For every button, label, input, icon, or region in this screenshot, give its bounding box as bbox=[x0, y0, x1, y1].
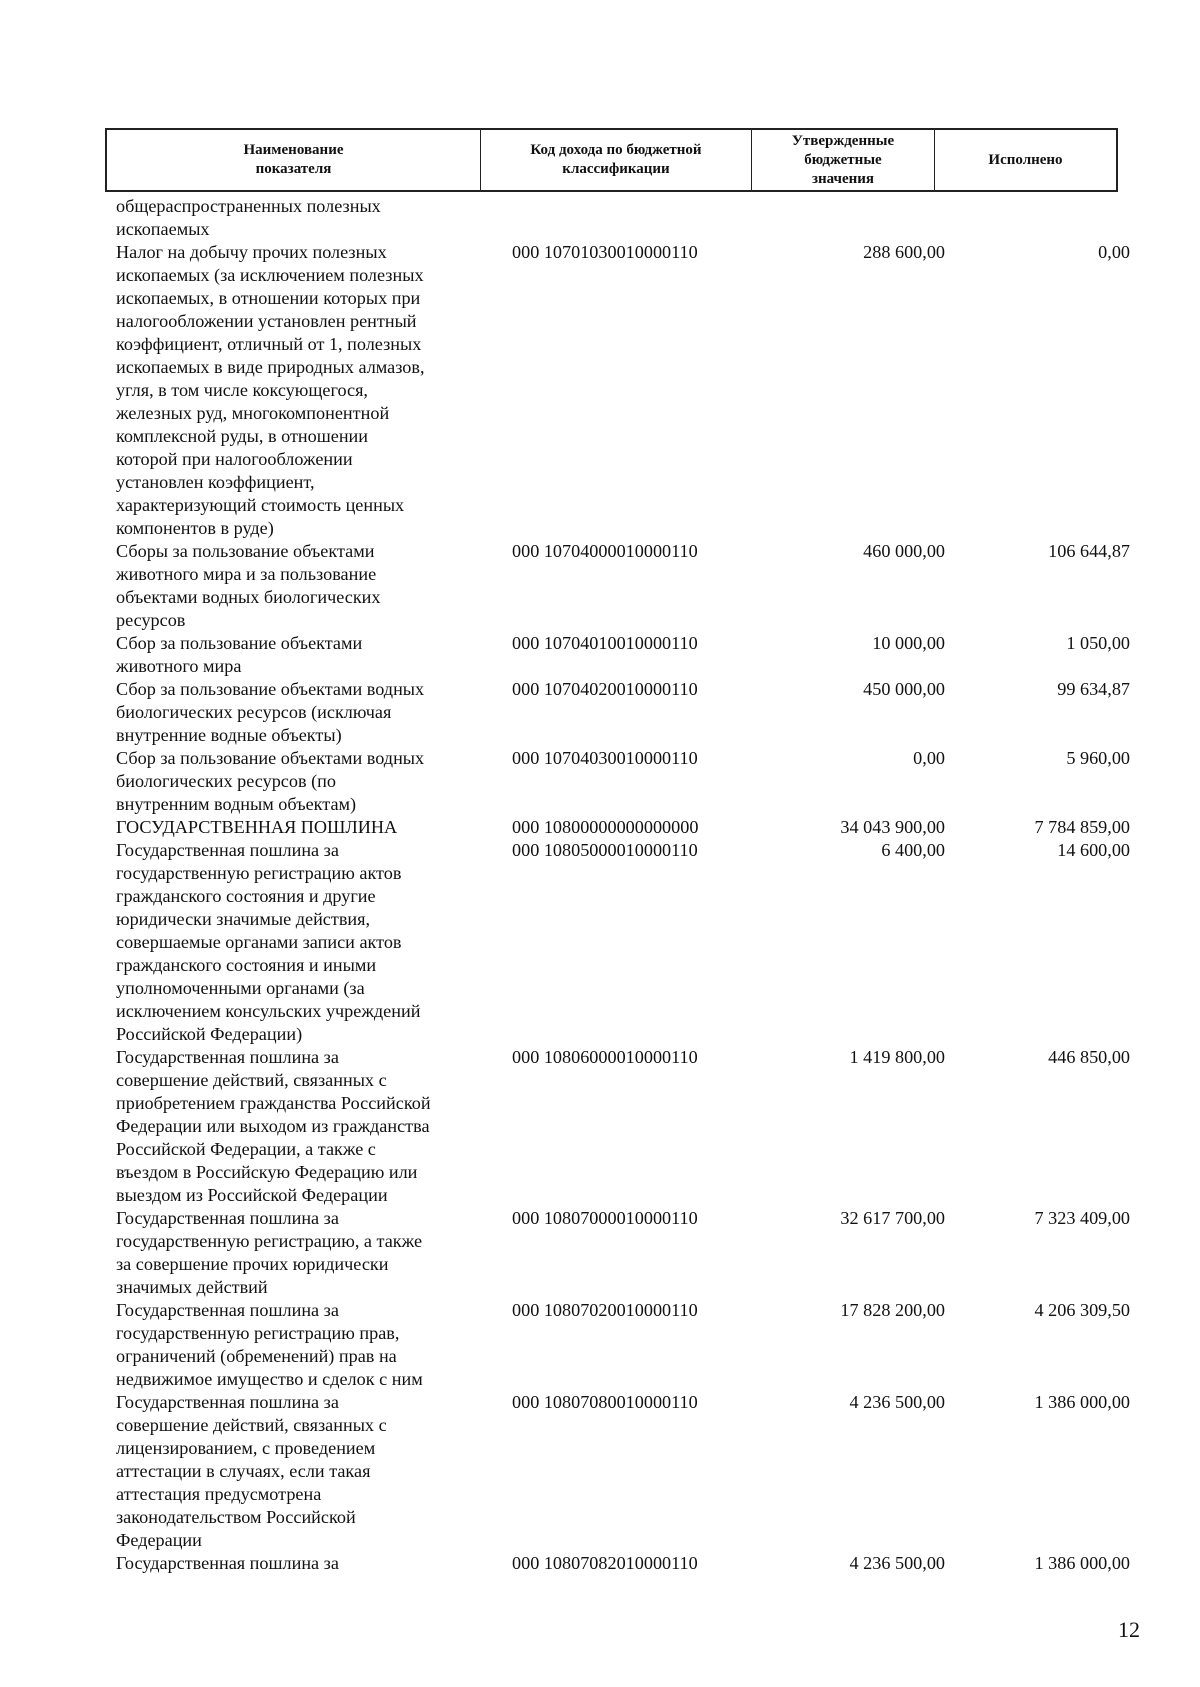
row-approved: 6 400,00 bbox=[881, 840, 945, 860]
row-code: 000 10807000010000110 bbox=[512, 1208, 698, 1228]
row-code: 000 10805000010000110 bbox=[512, 840, 698, 860]
row-executed: 0,00 bbox=[1098, 242, 1130, 262]
row-name: Государственная пошлина за совершение действий, связанных с лицензированием, с проведением аттестации в случаях, если такая аттестация предусмотрена законодательством Российской Федерации bbox=[116, 1392, 387, 1550]
table-row bbox=[0, 747, 1200, 816]
row-approved: 32 617 700,00 bbox=[840, 1208, 945, 1228]
row-approved: 4 236 500,00 bbox=[849, 1553, 945, 1573]
table-row bbox=[0, 1552, 1200, 1575]
row-executed: 1 386 000,00 bbox=[1034, 1553, 1130, 1573]
table-body bbox=[0, 195, 1200, 1575]
row-name: Государственная пошлина за государственную регистрацию прав, ограничений (обременений) прав на недвижимое имущество и сделок с ним bbox=[116, 1300, 423, 1389]
row-name: Сбор за пользование объектами животного мира bbox=[116, 633, 363, 676]
table-row bbox=[0, 241, 1200, 540]
table-row bbox=[0, 839, 1200, 1046]
row-code: 000 10704000010000110 bbox=[512, 541, 698, 561]
row-approved: 17 828 200,00 bbox=[840, 1300, 945, 1320]
header-indicator-name: Наименование показателя bbox=[243, 142, 344, 177]
row-name: Сбор за пользование объектами водных биологических ресурсов (по внутренним водным объектам) bbox=[116, 748, 425, 814]
row-approved: 288 600,00 bbox=[863, 242, 945, 262]
row-name: Государственная пошлина за bbox=[116, 1553, 339, 1573]
header-approved-values: Утвержденные бюджетные значения bbox=[751, 130, 934, 190]
row-code: 000 10807082010000110 bbox=[512, 1553, 698, 1573]
row-executed: 5 960,00 bbox=[1066, 748, 1130, 768]
header-revenue-code: Код дохода по бюджетной классификации bbox=[480, 130, 751, 190]
row-code: 000 10704020010000110 bbox=[512, 679, 698, 699]
row-name: Сбор за пользование объектами водных биологических ресурсов (исключая внутренние водные объекты) bbox=[116, 679, 425, 745]
page-number: 12 bbox=[1118, 1617, 1140, 1642]
row-executed: 14 600,00 bbox=[1057, 840, 1130, 860]
row-approved: 34 043 900,00 bbox=[840, 817, 945, 837]
row-code: 000 10701030010000110 bbox=[512, 242, 698, 262]
row-approved: 1 419 800,00 bbox=[849, 1047, 945, 1067]
row-code: 000 10800000000000000 bbox=[512, 817, 699, 837]
row-executed: 106 644,87 bbox=[1048, 541, 1130, 561]
row-approved: 450 000,00 bbox=[863, 679, 945, 699]
row-approved: 10 000,00 bbox=[872, 633, 945, 653]
table-row bbox=[0, 632, 1200, 678]
row-name: ГОСУДАРСТВЕННАЯ ПОШЛИНА bbox=[116, 817, 398, 837]
table-header bbox=[105, 128, 1118, 192]
row-name: Государственная пошлина за государственную регистрацию актов гражданского состояния и другие юридически значимые действия, совершаемые органами записи актов гражданского состояния и иными уполномоченными органами (за исключением консульских учреждений Российской Федерации) bbox=[116, 840, 421, 1044]
table-row bbox=[0, 1391, 1200, 1552]
row-approved: 0,00 bbox=[913, 748, 945, 768]
table-row bbox=[0, 1207, 1200, 1299]
table-row bbox=[0, 678, 1200, 747]
row-code: 000 10807080010000110 bbox=[512, 1392, 698, 1412]
row-approved: 460 000,00 bbox=[863, 541, 945, 561]
row-executed: 446 850,00 bbox=[1048, 1047, 1130, 1067]
row-name: Государственная пошлина за государственную регистрацию, а также за совершение прочих юридически значимых действий bbox=[116, 1208, 423, 1297]
row-code: 000 10807020010000110 bbox=[512, 1300, 698, 1320]
header-executed: Исполнено bbox=[934, 130, 1116, 190]
row-executed: 1 050,00 bbox=[1066, 633, 1130, 653]
row-executed: 7 323 409,00 bbox=[1034, 1208, 1130, 1228]
row-approved: 4 236 500,00 bbox=[849, 1392, 945, 1412]
table-row bbox=[0, 195, 1200, 241]
table-row bbox=[0, 540, 1200, 632]
row-name: Государственная пошлина за совершение действий, связанных с приобретением гражданства Российской Федерации или выходом из гражданства Российской Федерации, а также с въездом в Российскую Федерацию или выездом из Российской Федерации bbox=[116, 1047, 431, 1205]
row-executed: 99 634,87 bbox=[1057, 679, 1130, 699]
table-row bbox=[0, 816, 1200, 839]
row-name: Налог на добычу прочих полезных ископаемых (за исключением полезных ископаемых, в отношении которых при налогообложении установлен рентный коэффициент, отличный от 1, полезных ископаемых в виде природных алмазов, угля, в том числе коксующегося, железных руд, многокомпонентной комплексной руды, в отношении которой при налогообложении установлен коэффициент, характеризующий стоимость ценных компонентов в руде) bbox=[116, 242, 425, 538]
row-name: общераспространенных полезных ископаемых bbox=[116, 196, 381, 239]
row-name: Сборы за пользование объектами животного мира и за пользование объектами водных биологических ресурсов bbox=[116, 541, 381, 630]
table-row bbox=[0, 1299, 1200, 1391]
row-code: 000 10704010010000110 bbox=[512, 633, 698, 653]
row-executed: 4 206 309,50 bbox=[1034, 1300, 1130, 1320]
row-code: 000 10806000010000110 bbox=[512, 1047, 698, 1067]
table-row bbox=[0, 1046, 1200, 1207]
row-code: 000 10704030010000110 bbox=[512, 748, 698, 768]
row-executed: 7 784 859,00 bbox=[1034, 817, 1130, 837]
row-executed: 1 386 000,00 bbox=[1034, 1392, 1130, 1412]
